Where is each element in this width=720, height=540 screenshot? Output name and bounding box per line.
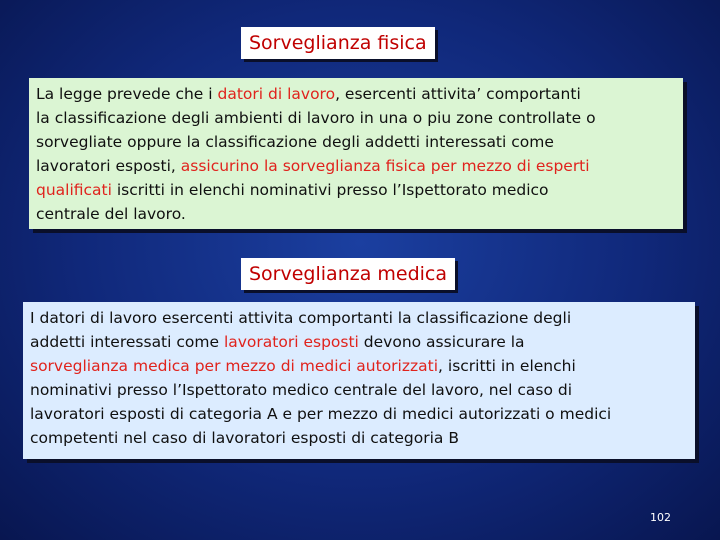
text-line xyxy=(30,330,689,354)
text-segment: La legge prevede che i xyxy=(36,85,218,103)
text-line xyxy=(36,82,677,106)
highlight-text: qualificati xyxy=(36,181,112,199)
slide-title-sorveglianza-medica: Sorveglianza medica xyxy=(241,258,455,290)
text-panel-sorveglianza-medica xyxy=(23,302,695,459)
text-line: competenti nel caso di lavoratori esposti di categoria B xyxy=(30,429,459,447)
highlight-text: datori di lavoro xyxy=(217,85,336,103)
text-line xyxy=(36,154,677,178)
text-segment: , iscritti in elenchi xyxy=(438,357,576,375)
text-line xyxy=(36,178,677,202)
page-number: 102 xyxy=(650,511,671,524)
text-line: I datori di lavoro esercenti attivita comportanti la classificazione degli xyxy=(30,309,572,327)
text-line: la classificazione degli ambienti di lavoro in una o piu zone controllate o xyxy=(36,109,596,127)
text-segment: addetti interessati come xyxy=(30,333,224,351)
text-line xyxy=(30,354,689,378)
slide-title-sorveglianza-fisica: Sorveglianza fisica xyxy=(241,27,435,59)
text-segment: devono assicurare la xyxy=(358,333,525,351)
text-segment: iscritti in elenchi nominativi presso l’Ispettorato medico xyxy=(111,181,549,199)
text-line: sorvegliate oppure la classificazione degli addetti interessati come xyxy=(36,133,554,151)
text-line: lavoratori esposti di categoria A e per mezzo di medici autorizzati o medici xyxy=(30,405,612,423)
highlight-text: assicurino la sorveglianza fisica per mezzo di esperti xyxy=(180,157,590,175)
highlight-text: sorveglianza medica per mezzo di medici autorizzati xyxy=(30,357,439,375)
text-line: nominativi presso l’Ispettorato medico centrale del lavoro, nel caso di xyxy=(30,381,573,399)
text-segment: , esercenti attivita’ comportanti xyxy=(335,85,581,103)
text-segment: lavoratori esposti, xyxy=(36,157,181,175)
text-panel-sorveglianza-fisica xyxy=(29,78,683,229)
highlight-text: lavoratori esposti xyxy=(223,333,359,351)
text-line: centrale del lavoro. xyxy=(36,205,186,223)
